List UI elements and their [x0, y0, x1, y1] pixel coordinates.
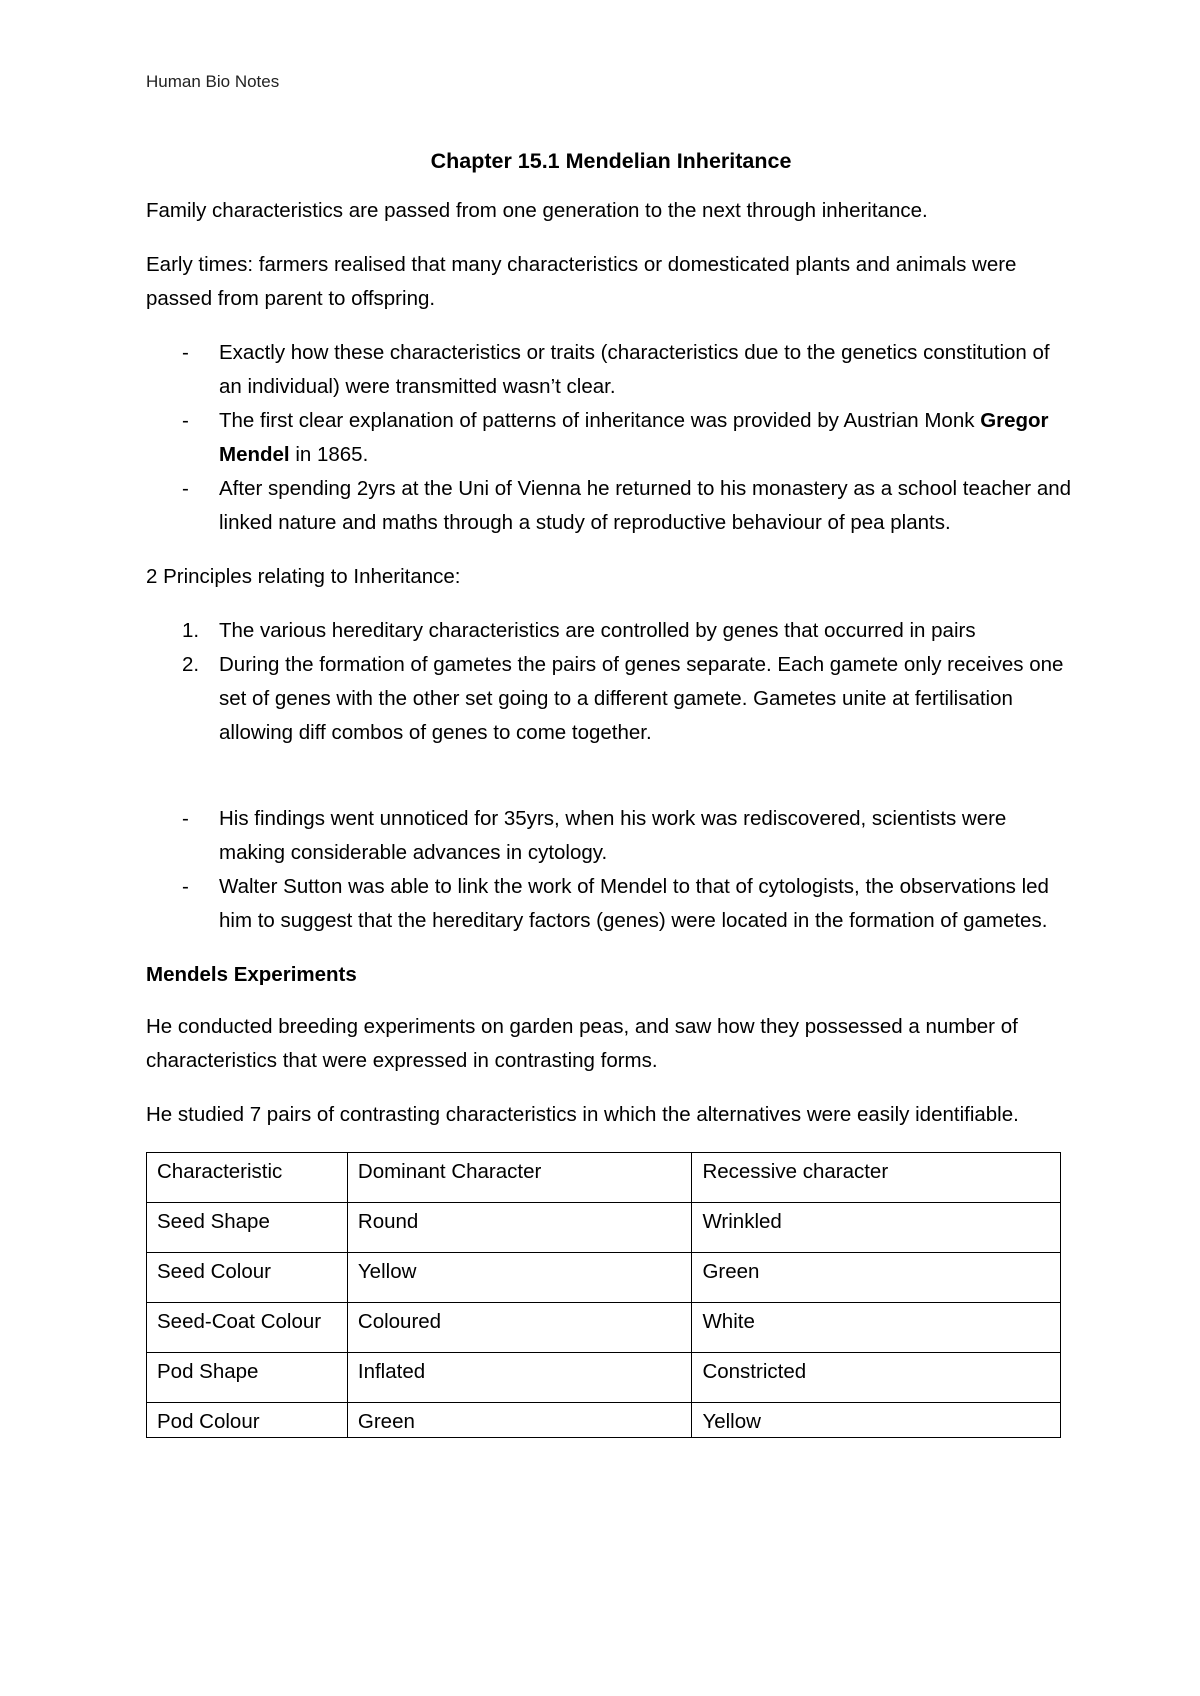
list-item: [146, 404, 1076, 472]
table-row: [147, 1203, 1061, 1253]
list-item-text: During the formation of gametes the pairs of genes separate. Each gamete only receives one set of genes with the other set going to a different gamete. Gametes unite at fertilisation allowing diff combos of genes to come together.: [219, 653, 1064, 744]
list-item: [146, 472, 1076, 540]
document-body: [146, 144, 1076, 1438]
list-item-text: After spending 2yrs at the Uni of Vienna he returned to his monastery as a school teacher and linked nature and maths through a study of reproductive behaviour of pea plants.: [219, 477, 1072, 534]
list-item: [146, 648, 1076, 750]
characteristics-table: [146, 1152, 1061, 1438]
table-cell: Seed Colour: [147, 1253, 348, 1303]
list-item-text: The various hereditary characteristics are controlled by genes that occurred in pairs: [219, 619, 976, 642]
table-cell: Pod Shape: [147, 1353, 348, 1403]
spacer: [146, 770, 1076, 802]
table-row: [147, 1353, 1061, 1403]
table-header-row: [147, 1153, 1061, 1203]
table-cell: White: [692, 1303, 1061, 1353]
table-cell: Yellow: [347, 1253, 692, 1303]
table-cell: Green: [347, 1403, 692, 1438]
table-cell: Green: [692, 1253, 1061, 1303]
experiments-paragraph-1: He conducted breeding experiments on garden peas, and saw how they possessed a number of characteristics that were expressed in contrasting forms.: [146, 1015, 1018, 1072]
intro-paragraph-1: Family characteristics are passed from one generation to the next through inheritance.: [146, 199, 928, 222]
table-cell: Pod Colour: [147, 1403, 348, 1438]
principles-heading: 2 Principles relating to Inheritance:: [146, 565, 461, 588]
table-row: [147, 1403, 1061, 1438]
number-marker: 1.: [182, 619, 200, 642]
table-row: [147, 1253, 1061, 1303]
list-item-text: The first clear explanation of patterns of inheritance was provided by Austrian Monk: [219, 409, 981, 432]
table-cell: Wrinkled: [692, 1203, 1061, 1253]
table-header-cell: Dominant Character: [347, 1153, 692, 1203]
chapter-title: Chapter 15.1 Mendelian Inheritance: [430, 149, 792, 173]
table-cell: Yellow: [692, 1403, 1061, 1438]
later-list: [146, 802, 1076, 938]
principles-list: [146, 614, 1076, 750]
section-heading: Mendels Experiments: [146, 963, 357, 986]
list-item: [146, 614, 1076, 648]
dash-bullet: -: [182, 875, 189, 898]
experiments-paragraph-2: He studied 7 pairs of contrasting characteristics in which the alternatives were easily identifiable.: [146, 1103, 1019, 1126]
intro-paragraph-2: Early times: farmers realised that many characteristics or domesticated plants and animals were passed from parent to offspring.: [146, 253, 1017, 310]
history-list: [146, 336, 1076, 540]
list-item-text: Walter Sutton was able to link the work of Mendel to that of cytologists, the observations led him to suggest that the hereditary factors (genes) were located in the formation of gametes.: [219, 875, 1049, 932]
number-marker: 2.: [182, 653, 200, 676]
list-item: [146, 336, 1076, 404]
table-cell: Seed Shape: [147, 1203, 348, 1253]
list-item-text: Exactly how these characteristics or traits (characteristics due to the genetics constitution of an individual) were transmitted wasn’t clear.: [219, 341, 1050, 398]
table-cell: Round: [347, 1203, 692, 1253]
list-item: [146, 802, 1076, 870]
table-cell: Constricted: [692, 1353, 1061, 1403]
dash-bullet: -: [182, 807, 189, 830]
table-cell: Inflated: [347, 1353, 692, 1403]
list-item-text-tail: in 1865.: [289, 443, 369, 466]
dash-bullet: -: [182, 477, 189, 500]
mendel-name-bold: Gregor Mendel: [219, 409, 1049, 466]
page-header: Human Bio Notes: [146, 72, 280, 91]
table-header-cell: Characteristic: [147, 1153, 348, 1203]
list-item-text: His findings went unnoticed for 35yrs, when his work was rediscovered, scientists were making considerable advances in cytology.: [219, 807, 1007, 864]
list-item: [146, 870, 1076, 938]
dash-bullet: -: [182, 409, 189, 432]
table-cell: Coloured: [347, 1303, 692, 1353]
dash-bullet: -: [182, 341, 189, 364]
table-header-cell: Recessive character: [692, 1153, 1061, 1203]
table-cell: Seed-Coat Colour: [147, 1303, 348, 1353]
table-row: [147, 1303, 1061, 1353]
